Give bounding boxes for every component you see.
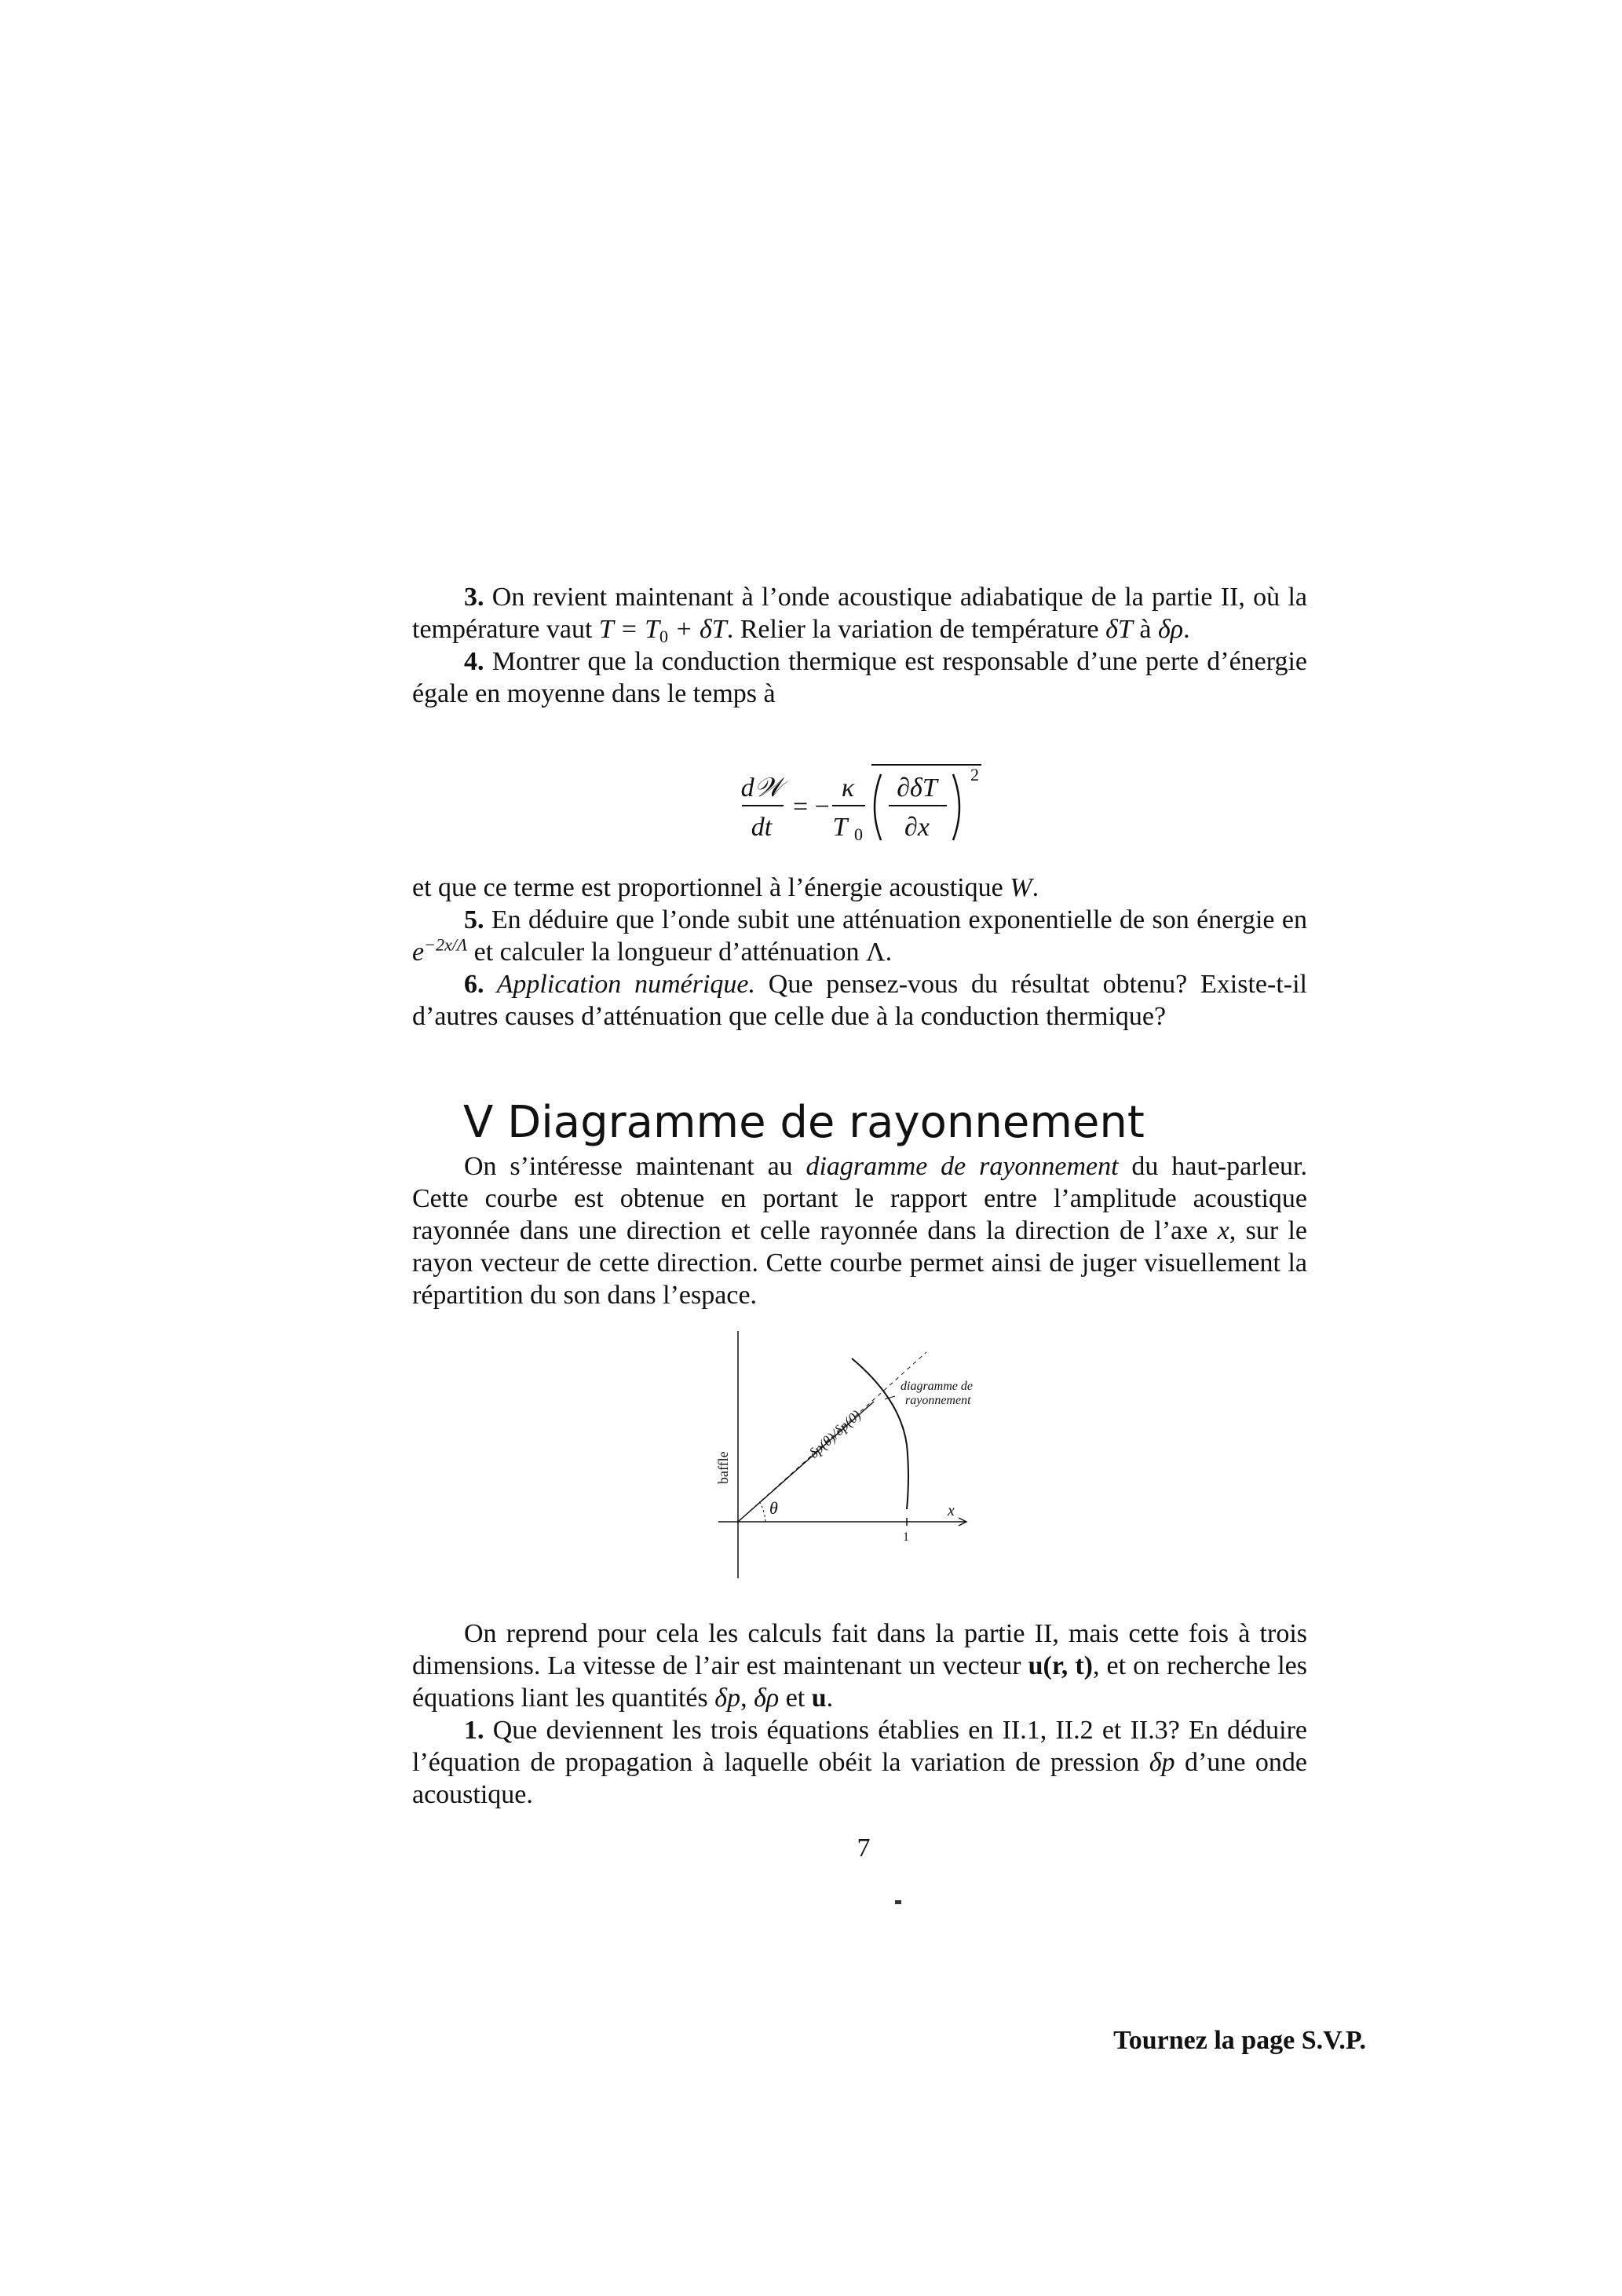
eq-inner-numerator: ∂δT: [897, 773, 937, 803]
question-6: 6. Application numérique. Que pensez-vous du résultat obtenu? Existe-t-il d’autres causes d’atténuation que celle due à la conduction thermique?: [412, 970, 1307, 1031]
radiation-diagram-figure: [695, 1327, 985, 1586]
eq-power: 2: [970, 765, 979, 784]
section-intro: [412, 1150, 1307, 1311]
eq-kappa: κ: [841, 773, 855, 803]
ratio-label: δp(θ)/δp(0): [806, 1406, 864, 1461]
page-number: 7: [857, 1834, 871, 1863]
diagram-label-line1: diagramme de: [901, 1380, 973, 1393]
question-5: 5. En déduire que l’onde subit une atténuation exponentielle de son énergie en $e^{-2x/\Lambda}$ et calculer la longueur d’atténuation Λ.: [412, 905, 1307, 967]
baffle-label: baffle: [715, 1451, 731, 1484]
diagram-label-line2: rayonnement: [905, 1394, 971, 1407]
question-4: 4. Montrer que la conduction thermique est responsable d’une perte d’énergie égale en moyenne dans le temps à: [412, 647, 1307, 708]
energy-loss-equation: [738, 760, 1021, 854]
section-continuation: [412, 1618, 1307, 1811]
questions-5-6: [412, 872, 1307, 1033]
question-4-continued: et que ce terme est proportionnel à l’énergie acoustique W.: [412, 873, 1039, 902]
eq-lhs-denominator: dt: [751, 813, 773, 842]
questions-3-4: [412, 581, 1307, 710]
eq-T0: T: [832, 813, 848, 842]
eq-equals: = −: [793, 792, 830, 821]
eq-inner-denominator: ∂x: [904, 813, 930, 842]
eq-lhs-numerator: d𝒲: [740, 773, 783, 803]
section-title: V Diagramme de rayonnement: [463, 1097, 1145, 1148]
eq-T0-sub: 0: [854, 824, 863, 844]
scan-speck: [895, 1900, 901, 1904]
label-pointer: [885, 1396, 895, 1399]
question-3: 3. On revient maintenant à l’onde acoustique adiabatique de la partie II, où la température vaut $T = T_0 + \delta T$. Relier la variation de température δT à δρ.: [412, 583, 1307, 646]
x-label: x: [948, 1502, 955, 1519]
unit-label: 1: [903, 1530, 909, 1544]
intro-paragraph: On s’intéresse maintenant au diagramme de rayonnement du haut-parleur. Cette courbe est obtenue en portant le rapport entre l’amplitude acoustique rayonnée dans une direction et celle rayonnée dans la direction de l’axe x, sur le rayon vecteur de cette direction. Cette courbe permet ainsi de juger visuellement la répartition du son dans l’espace.: [412, 1152, 1308, 1310]
footer-turn-page: Tournez la page S.V.P.: [1113, 2026, 1366, 2055]
para-three-dimensions: On reprend pour cela les calculs fait dans la partie II, mais cette fois à trois dimensions. La vitesse de l’air est maintenant un vecteur u(r, t), et on recherche les équations liant les quantités δp, δρ et u.: [412, 1619, 1307, 1713]
theta-label: θ: [769, 1498, 778, 1518]
section5-question-1: 1. Que deviennent les trois équations établies en II.1, II.2 et II.3? En déduire l’équation de propagation à laquelle obéit la variation de pression δp d’une onde acoustique.: [412, 1716, 1307, 1809]
